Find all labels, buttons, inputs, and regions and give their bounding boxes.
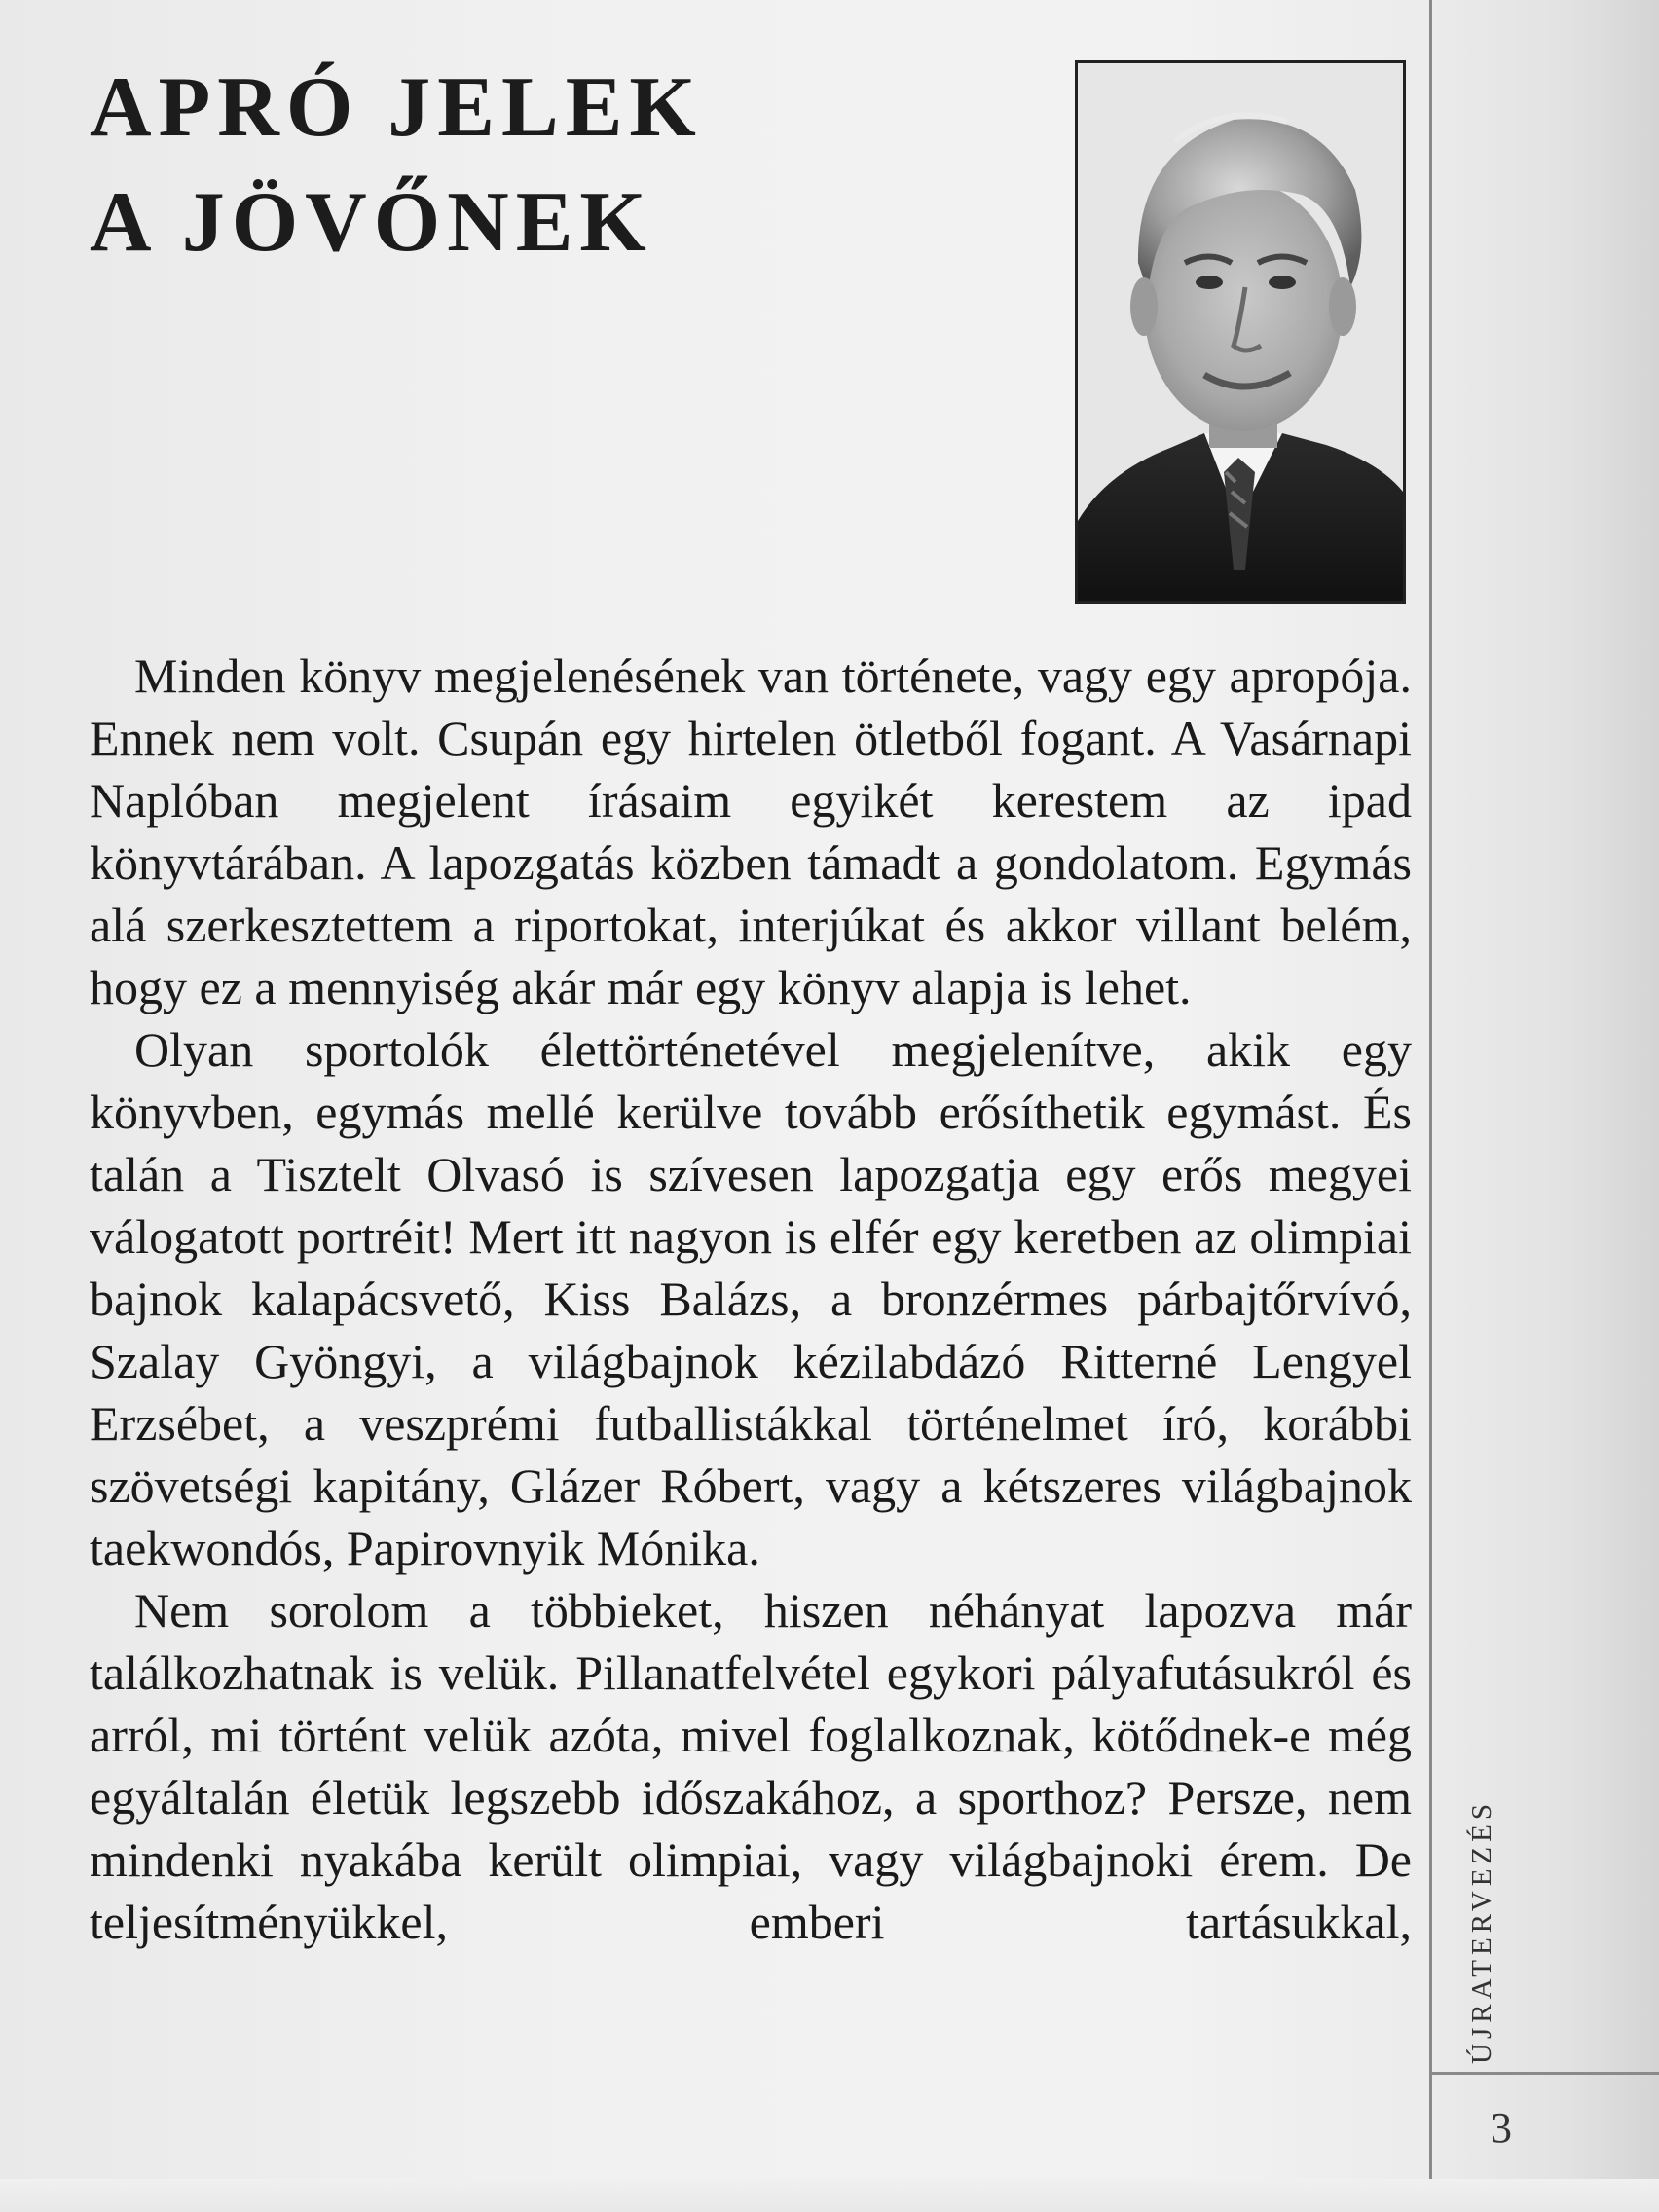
paragraph-2: Olyan sportolók élettörténetével megjelenítve, akik egy könyvben, egymás mellé kerülve tovább erősíthetik egymást. És talán a Tisztelt Olvasó is szívesen lapozgatja egy erős megyei válogatott portréit! Mert itt nagyon is elfér egy keretben az olimpiai bajnok kalapácsvető, Kiss Balázs, a bronzérmes párbajtőrvívó, Szalay Gyöngyi, a világbajnok kézilabdázó Ritterné Lengyel Erzsébet, a veszprémi futballistákkal történelmet író, korábbi szövetségi kapitány, Glázer Róbert, vagy a kétszeres világbajnok taekwondós, Papirovnyik Mónika. — [90, 1022, 1412, 1575]
paragraph-3: Nem sorolom a többieket, hiszen néhányat lapozva már találkozhatnak is velük. Pillanatfelvétel egykori pályafutásukról és arról, mi történt velük azóta, mivel foglalkoznak, kötődnek-e még egyáltalán életük legszebb időszakához, a sporthoz? Persze, nem mindenki nyakába került olimpiai, vagy világbajnoki érem. De teljesítményükkel, emberi tartásukkal, — [90, 1583, 1412, 1949]
bottom-edge — [0, 2179, 1659, 2212]
title-line-2: A JÖVŐNEK — [90, 175, 653, 270]
page-number-divider — [1432, 2072, 1659, 2075]
article-title — [90, 51, 703, 280]
paragraph-1: Minden könyv megjelenésének van története, vagy egy apropója. Ennek nem volt. Csupán egy hirtelen ötletből fogant. A Vasárnapi Naplóban megjelent írásaim egyikét kerestem az ipad könyvtárában. A lapozgatás közben támadt a gondolatom. Egymás alá szerkesztettem a riportokat, interjúkat és akkor villant belém, hogy ez a mennyiség akár már egy könyv alapja is lehet. — [90, 648, 1412, 1014]
article-body — [90, 645, 1412, 1953]
portrait-illustration — [1078, 63, 1403, 601]
section-label: ÚJRATERVEZÉS — [1466, 1799, 1497, 2064]
title-line-1: APRÓ JELEK — [90, 60, 703, 155]
margin-divider — [1429, 0, 1432, 2212]
author-portrait — [1075, 60, 1406, 604]
page-number: 3 — [1491, 2104, 1512, 2152]
